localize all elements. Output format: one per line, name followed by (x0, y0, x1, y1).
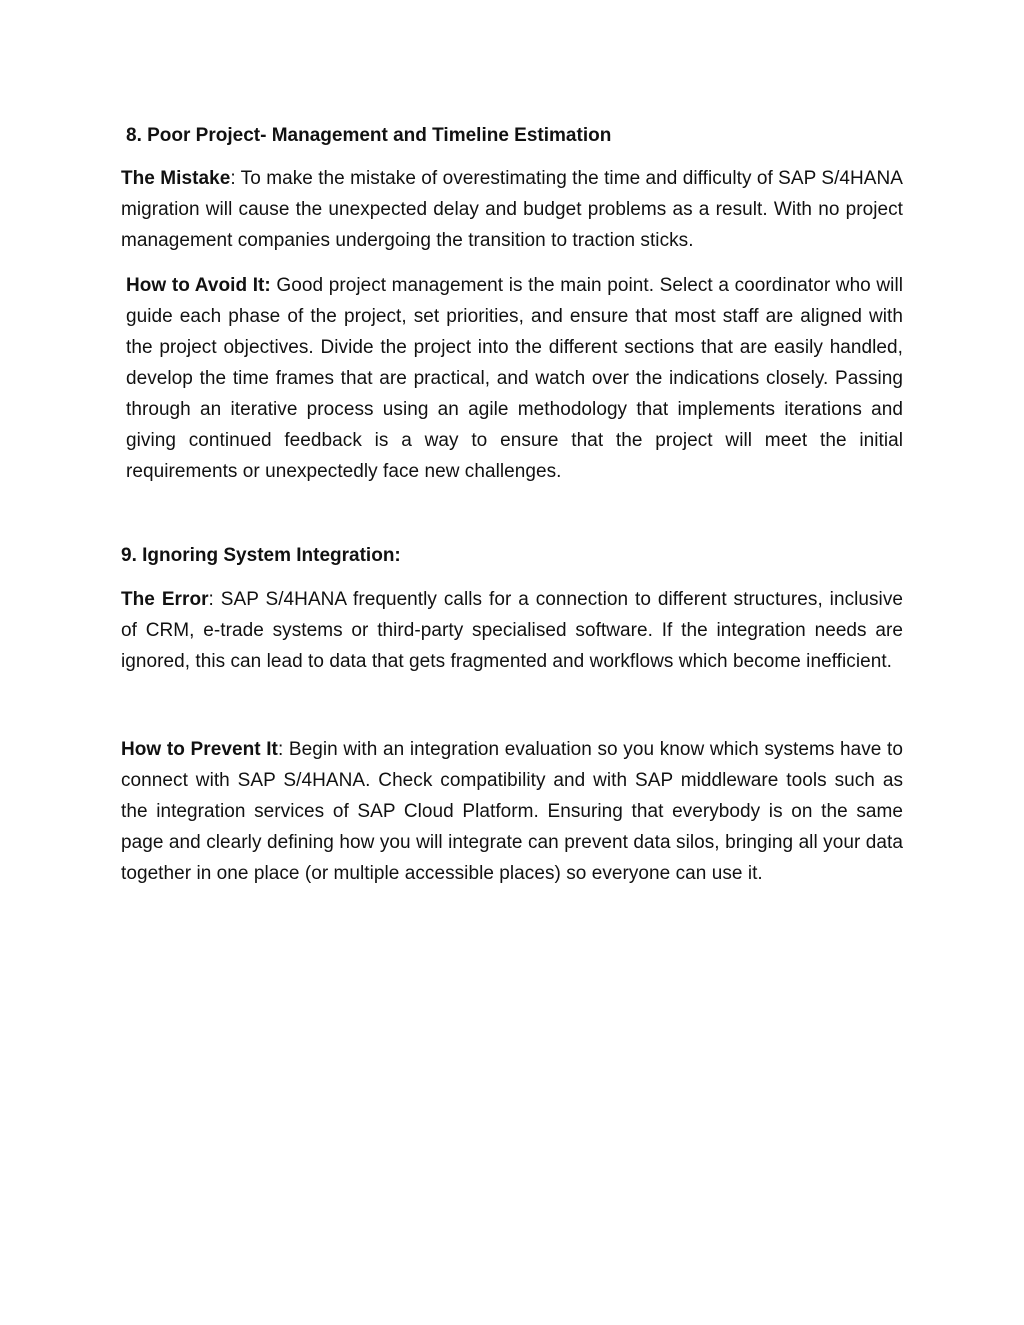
prevent-label: How to Prevent It (121, 739, 278, 760)
mistake-label: The Mistake (121, 168, 231, 189)
section-8-heading: 8. Poor Project- Management and Timeline Estimation (126, 125, 612, 146)
section-9-prevent-paragraph (121, 734, 903, 889)
mistake-text: : To make the mistake of overestimating the time and difficulty of SAP S/4HANA migration will cause the unexpected delay and budget problems as a result. With no project management companies undergoing the transition to traction sticks. (121, 168, 904, 251)
error-label: The Error (121, 589, 209, 610)
error-text: : SAP S/4HANA frequently calls for a connection to different structures, inclusive of CRM, e-trade systems or third-party specialised software. If the integration needs are ignored, this can lead to data that gets fragmented and workflows which become inefficient. (121, 589, 903, 672)
document-page (121, 120, 903, 889)
section-8-mistake-paragraph (121, 163, 903, 256)
avoid-text: Good project management is the main point. Select a coordinator who will guide each phase of the project, set priorities, and ensure that most staff are aligned with the project objectives. Divide the project into the different sections that are easily handled, develop the time frames that are practical, and watch over the indications closely. Passing through an iterative process using an agile methodology that implements iterations and giving continued feedback is a way to ensure that the project will meet the initial requirements or unexpectedly face new challenges. (126, 275, 903, 482)
section-9-heading: 9. Ignoring System Integration: (121, 545, 401, 566)
avoid-label: How to Avoid It: (126, 275, 271, 296)
section-8-avoid-paragraph (121, 270, 903, 487)
prevent-text: : Begin with an integration evaluation so you know which systems have to connect with SAP S/4HANA. Check compatibility and with SAP middleware tools such as the integration services of SAP Cloud Platform. Ensuring that everybody is on the same page and clearly defining how you will integrate can prevent data silos, bringing all your data together in one place (or multiple accessible places) so everyone can use it. (121, 739, 903, 884)
section-9-error-paragraph (121, 584, 903, 677)
